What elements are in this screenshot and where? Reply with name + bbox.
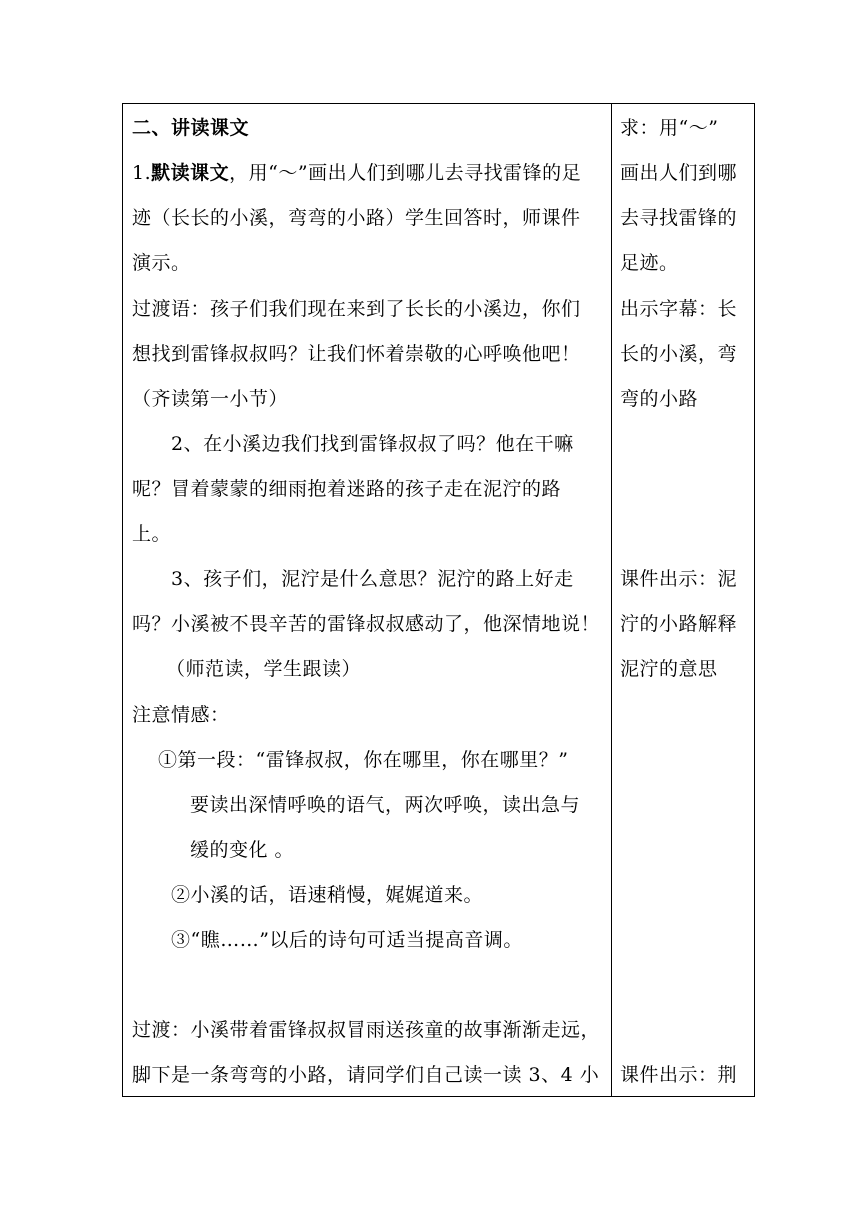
note-1-line-1: 求：用“～” [620,117,719,139]
paragraph-6-line-3: 缓的变化 。 [190,839,295,861]
note-1-line-4: 足迹。 [620,252,679,274]
paragraph-4-line-2: 吗？小溪被不畏辛苦的雷锋叔叔感动了，他深情地说！ [132,613,601,635]
paragraph-9-line-2: 脚下是一条弯弯的小路，请同学们自己读一读 3、4 小 [132,1064,600,1086]
note-1-line-2: 画出人们到哪 [620,162,738,184]
note-2-line-2: 长的小溪，弯 [620,343,738,365]
note-2-line-1: 出示字幕：长 [620,298,738,320]
paragraph-4-line-1: 3、孩子们，泥泞是什么意思？泥泞的路上好走 [171,568,574,590]
paragraph-4-line-3: （师范读，学生跟读） [166,658,362,680]
note-1-line-3: 去寻找雷锋的 [620,207,738,229]
paragraph-1-line-1 [132,161,581,185]
bold-phrase: 默读课文 [151,162,230,184]
note-3-line-1: 课件出示：泥 [620,568,738,590]
item-number: 1. [132,162,152,184]
note-4-line-1: 课件出示：荆 [620,1064,738,1086]
paragraph-2-line-1: 过渡语：孩子们我们现在来到了长长的小溪边，你们 [132,298,581,320]
paragraph-9-line-1: 过渡：小溪带着雷锋叔叔冒雨送孩童的故事渐渐走远， [132,1019,601,1041]
note-3-line-3: 泥泞的意思 [620,658,718,680]
paragraph-1-line-2: 迹（长长的小溪，弯弯的小路）学生回答时，师课件 [132,207,581,229]
paragraph-5-line-1: 注意情感： [132,704,230,726]
paragraph-6-line-1: ①第一段：“雷锋叔叔，你在哪里，你在哪里？” [158,749,569,771]
paragraph-1-line-3: 演示。 [132,252,191,274]
column-divider [611,103,612,1097]
paragraph-3-line-1: 2、在小溪边我们找到雷锋叔叔了吗？他在干嘛 [171,433,574,455]
paragraph-6-line-2: 要读出深情呼唤的语气，两次呼唤，读出急与 [190,794,581,816]
paragraph-7-line-1: ②小溪的话，语速稍慢，娓娓道来。 [171,884,484,906]
section-heading: 二、讲读课文 [132,117,250,139]
paragraph-3-line-3: 上。 [132,523,172,545]
paragraph-1-text: ，用“～”画出人们到哪儿去寻找雷锋的足 [229,162,582,184]
note-2-line-3: 弯的小路 [620,388,699,410]
paragraph-2-line-2: 想找到雷锋叔叔吗？让我们怀着崇敬的心呼唤他吧！ [132,343,581,365]
paragraph-8-line-1: ③“瞧……”以后的诗句可适当提高音调。 [171,929,523,951]
paragraph-3-line-2: 呢？冒着蒙蒙的细雨抱着迷路的孩子走在泥泞的路 [132,478,562,500]
paragraph-2-line-3: （齐读第一小节） [132,388,289,410]
note-3-line-2: 泞的小路解释 [620,613,738,635]
